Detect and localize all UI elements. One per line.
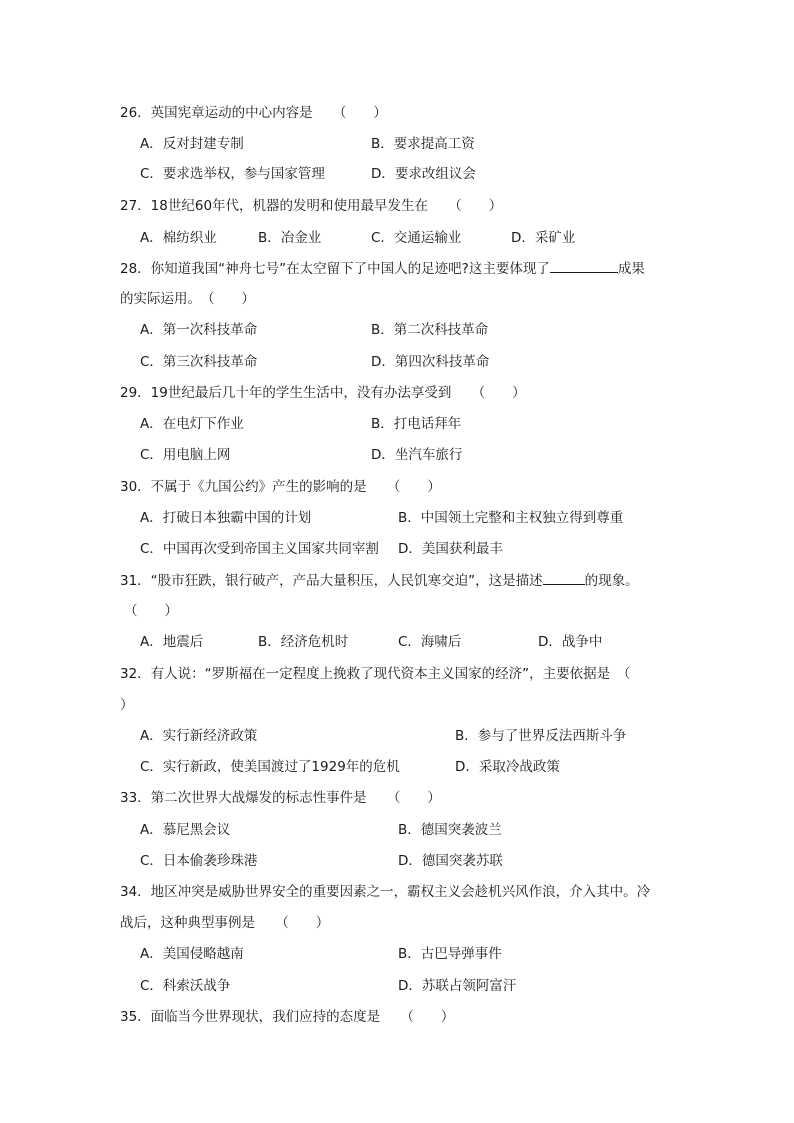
question-34-option-a: A．美国侵略越南 xyxy=(140,946,244,962)
question-27-option-c: C．交通运输业 xyxy=(371,230,462,246)
question-31-option-a: A．地震后 xyxy=(140,634,204,650)
question-31-stem-start: 31．“股市狂跌，银行破产，产品大量积压，人民饥寒交迫”，这是描述 xyxy=(120,573,543,589)
question-34-stem-continued: 战后，这种典型事例是 （ ） xyxy=(120,915,330,931)
question-28-option-d: D．第四次科技革命 xyxy=(371,354,490,370)
question-32-option-c: C．实行新政，使美国渡过了1929年的危机 xyxy=(140,759,400,775)
question-32-option-d: D．采取冷战政策 xyxy=(455,759,560,775)
question-27-option-a: A．棉纺织业 xyxy=(140,230,217,246)
question-29-option-b: B．打电话拜年 xyxy=(371,416,462,432)
question-34-option-c: C．科索沃战争 xyxy=(140,978,231,994)
question-28-stem-start: 28．你知道我国“神舟七号”在太空留下了中国人的足迹吧?这主要体现了 xyxy=(120,261,550,277)
question-29-option-d: D．坐汽车旅行 xyxy=(371,447,463,463)
question-28-option-a: A．第一次科技革命 xyxy=(140,322,258,338)
question-31-option-b: B．经济危机时 xyxy=(258,634,349,650)
question-31-stem-continued: （ ） xyxy=(124,603,178,619)
question-33-option-d: D．德国突袭苏联 xyxy=(398,853,503,869)
question-32-option-b: B．参与了世界反法西斯斗争 xyxy=(455,728,627,744)
question-32-stem: 32．有人说：“罗斯福在一定程度上挽救了现代资本主义国家的经济”，主要依据是 （ xyxy=(120,666,631,682)
question-31-stem xyxy=(120,570,639,591)
answer-blank xyxy=(550,258,618,273)
question-28-stem-end: 成果 xyxy=(617,261,645,277)
question-28-option-c: C．第三次科技革命 xyxy=(140,354,258,370)
question-31-option-c: C．海啸后 xyxy=(398,634,462,650)
question-30-option-c: C．中国再次受到帝国主义国家共同宰割 xyxy=(140,541,379,557)
question-30-option-b: B．中国领土完整和主权独立得到尊重 xyxy=(398,510,624,526)
question-26-stem: 26．英国宪章运动的中心内容是 （ ） xyxy=(120,105,387,121)
question-26-option-a: A．反对封建专制 xyxy=(140,136,244,152)
question-29-option-a: A．在电灯下作业 xyxy=(140,416,244,432)
question-34-stem: 34．地区冲突是威胁世界安全的重要因素之一，霸权主义会趁机兴风作浪，介入其中。冷 xyxy=(120,884,651,900)
question-29-option-c: C．用电脑上网 xyxy=(140,447,231,463)
question-30-option-a: A．打破日本独霸中国的计划 xyxy=(140,510,312,526)
question-32-stem-continued: ） xyxy=(120,697,134,713)
answer-blank xyxy=(543,570,585,585)
question-27-stem: 27．18世纪60年代，机器的发明和使用最早发生在 （ ） xyxy=(120,198,503,214)
question-29-stem: 29．19世纪最后几十年的学生生活中，没有办法享受到 （ ） xyxy=(120,385,526,401)
question-27-option-d: D．采矿业 xyxy=(511,230,576,246)
question-28-option-b: B．第二次科技革命 xyxy=(371,322,489,338)
question-34-option-d: D．苏联占领阿富汗 xyxy=(398,978,517,994)
question-27-option-b: B．冶金业 xyxy=(258,230,322,246)
question-33-option-b: B．德国突袭波兰 xyxy=(398,822,502,838)
question-31-option-d: D．战争中 xyxy=(538,634,603,650)
question-26-option-b: B．要求提高工资 xyxy=(371,136,475,152)
question-33-option-a: A．慕尼黑会议 xyxy=(140,822,231,838)
question-30-option-d: D．美国获利最丰 xyxy=(398,541,503,557)
question-28-stem xyxy=(120,258,645,279)
question-26-option-c: C．要求选举权，参与国家管理 xyxy=(140,166,325,182)
question-34-option-b: B．古巴导弹事件 xyxy=(398,946,502,962)
question-33-stem: 33．第二次世界大战爆发的标志性事件是 （ ） xyxy=(120,790,441,806)
question-33-option-c: C．日本偷袭珍珠港 xyxy=(140,853,258,869)
question-31-stem-end: 的现象。 xyxy=(584,573,639,589)
question-26-option-d: D．要求改组议会 xyxy=(371,166,476,182)
question-35-stem: 35．面临当今世界现状，我们应持的态度是 （ ） xyxy=(120,1009,455,1025)
question-32-option-a: A．实行新经济政策 xyxy=(140,728,258,744)
question-30-stem: 30．不属于《九国公约》产生的影响的是 （ ） xyxy=(120,479,441,495)
question-28-stem-continued: 的实际运用。 （ ） xyxy=(120,291,255,307)
